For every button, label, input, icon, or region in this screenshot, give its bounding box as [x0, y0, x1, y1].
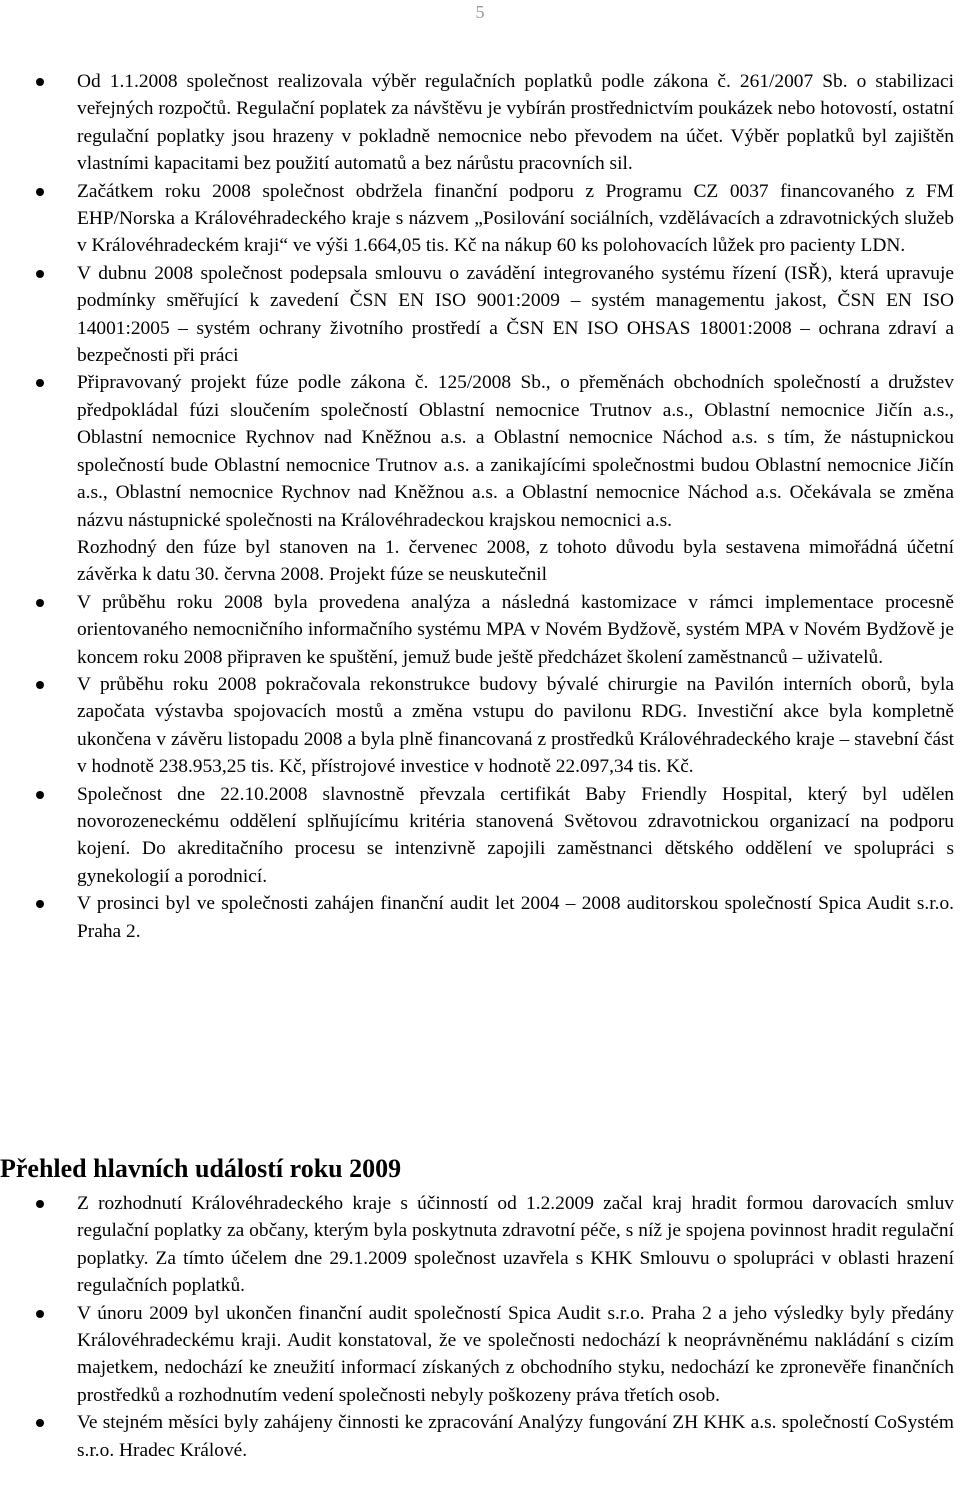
- list-item: [0, 1300, 960, 1410]
- list-item-text: V prosinci byl ve společnosti zahájen finanční audit let 2004 – 2008 auditorskou společností Spica Audit s.r.o. Praha 2.: [77, 893, 954, 942]
- list-item-text: Ve stejném měsíci byly zahájeny činnosti ke zpracování Analýzy fungování ZH KHK a.s. společností CoSystém s.r.o. Hradec Králové.: [77, 1412, 954, 1461]
- list-item-text: Z rozhodnutí Královéhradeckého kraje s účinností od 1.2.2009 začal kraj hradit formou darovacích smluv regulační poplatky za občany, kterým byla poskytnuta zdravotní péče, s níž je spojena povinnost hradit regulační poplatky. Za tímto účelem dne 29.1.2009 společnost uzavřela s KHK Smlouvu o spolupráci v oblasti hrazení regulačních poplatků.: [77, 1193, 954, 1297]
- events-2008-list: [0, 68, 960, 945]
- list-item: [0, 68, 960, 178]
- bullet-icon: [36, 681, 44, 689]
- list-item-text: Rozhodný den fúze byl stanoven na 1. červenec 2008, z tohoto důvodu byla sestavena mimořádná účetní závěrka k datu 30. června 2008. Projekt fúze se neuskutečnil: [77, 536, 954, 586]
- list-item: [0, 781, 960, 891]
- list-item: [0, 589, 960, 671]
- list-item-text: Společnost dne 22.10.2008 slavnostně převzala certifikát Baby Friendly Hospital, který byl udělen novorozeneckému oddělení splňujícímu kritéria stanovená Světovou zdravotnickou organizací na podporu kojení. Do akreditačního procesu se intenzivně zapojili zaměstnanci dětského oddělení ve spolupráci s gynekologií a porodnicí.: [77, 783, 954, 887]
- list-item-text: V průběhu roku 2008 byla provedena analýza a následná kastomizace v rámci implementace procesně orientovaného nemocničního informačního systému MPA v Novém Bydžově, systém MPA v Novém Bydžově je koncem roku 2008 připraven ke spuštění, jemuž bude ještě předcházet školení zaměstnanců – uživatelů.: [77, 591, 954, 668]
- list-item: [0, 369, 960, 533]
- list-item-text: V dubnu 2008 společnost podepsala smlouvu o zavádění integrovaného systému řízení (ISŘ), která upravuje podmínky směřující k zavedení ČSN EN ISO 9001:2009 – systém managementu jakost, ČSN EN ISO 14001:2005 – systém ochrany životního prostředí a ČSN EN ISO OHSAS 18001:2008 – ochrana zdraví a bezpečnosti při práci: [77, 262, 954, 367]
- list-item: [0, 1409, 960, 1464]
- bullet-icon: [36, 379, 44, 387]
- list-item-text: Připravovaný projekt fúze podle zákona č. 125/2008 Sb., o přeměnách obchodních společností a družstev předpokládal fúzi sloučením společností Oblastní nemocnice Trutnov a.s., Oblastní nemocnice Jičín a.s., Oblastní nemocnice Rychnov nad Kněžnou a.s. a Oblastní nemocnice Náchod a.s. s tím, že nástupnickou společností bude Oblastní nemocnice Trutnov a.s. a zanikajícími společnostmi budou Oblastní nemocnice Jičín a.s., Oblastní nemocnice Rychnov nad Kněžnou a.s. a Oblastní nemocnice Náchod a.s. Očekávala se změna názvu nástupnické společnosti na Královéhradeckou krajskou nemocnici a.s.: [77, 372, 954, 531]
- bullet-icon: [36, 791, 44, 799]
- list-item-text: V únoru 2009 byl ukončen finanční audit společností Spica Audit s.r.o. Praha 2 a jeho výsledky byly předány Královéhradeckému kraji. Audit konstatoval, že ve společnosti nedochází k neoprávněnému nakládání s cizím majetkem, nedochází ke zneužití informací získaných z obchodního styku, nedochází ke zpronevěře finančních prostředků a rozhodnutím vedení společnosti nebyly poškozeny práva třetích osob.: [77, 1302, 954, 1406]
- bullet-icon: [36, 1419, 44, 1427]
- events-2009-list: [0, 1190, 960, 1464]
- list-item: [0, 1190, 960, 1300]
- list-item-text: Začátkem roku 2008 společnost obdržela finanční podporu z Programu CZ 0037 financovaného z FM EHP/Norska a Královéhradeckého kraje s názvem „Posilování sociálních, vzdělávacích a zdravotnických služeb v Královéhradeckém kraji“ ve výši 1.664,05 tis. Kč na nákup 60 ks polohovacích lůžek pro pacienty LDN.: [77, 180, 954, 257]
- bullet-icon: [36, 188, 44, 196]
- list-item: [0, 671, 960, 781]
- bullet-icon: [36, 1200, 44, 1208]
- bullet-icon: [36, 270, 44, 278]
- list-item-continuation: [0, 534, 960, 589]
- bullet-icon: [36, 78, 44, 86]
- section-heading-2009: Přehled hlavních událostí roku 2009: [0, 1154, 402, 1183]
- list-item-text: Od 1.1.2008 společnost realizovala výběr regulačních poplatků podle zákona č. 261/2007 Sb. o stabilizaci veřejných rozpočtů. Regulační poplatek za návštěvu je vybírán prostřednictvím poukázek nebo hotovostí, ostatní regulační poplatky jsou hrazeny v pokladně nemocnice nebo převodem na účet. Výběr poplatků byl zajištěn vlastními kapacitami bez použití automatů a bez nárůstu pracovních sil.: [77, 71, 954, 175]
- page-number: 5: [475, 2, 485, 22]
- list-item-text: V průběhu roku 2008 pokračovala rekonstrukce budovy bývalé chirurgie na Pavilón interních oborů, byla započata výstavba spojovacích mostů a změna vstupu do pavilonu RDG. Investiční akce byla kompletně ukončena v závěru listopadu 2008 a byla plně financovaná z prostředků Královéhradeckého kraje – stavební část v hodnotě 238.953,25 tis. Kč, přístrojové investice v hodnotě 22.097,34 tis. Kč.: [77, 673, 954, 778]
- list-item: [0, 178, 960, 260]
- bullet-icon: [36, 599, 44, 607]
- bullet-icon: [36, 900, 44, 908]
- bullet-icon: [36, 1310, 44, 1318]
- list-item: [0, 890, 960, 945]
- list-item: [0, 260, 960, 370]
